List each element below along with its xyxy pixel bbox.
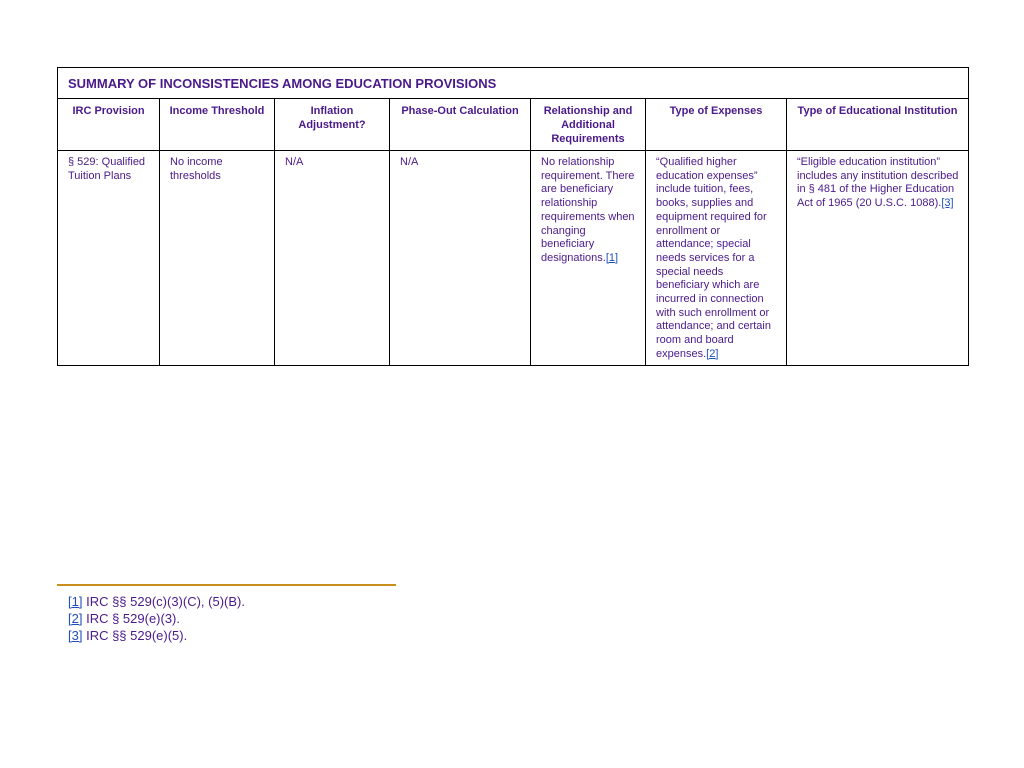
footnote-link-3[interactable]: [3]	[941, 197, 954, 210]
footnote-link-2[interactable]: [2]	[706, 347, 719, 360]
footnote-1	[68, 593, 245, 610]
header-phase-out-calculation: Phase-Out Calculation	[390, 99, 531, 151]
cell-income-threshold: No income thresholds	[160, 151, 275, 366]
header-type-of-expenses: Type of Expenses	[646, 99, 787, 151]
institution-text: “Eligible education institution” includes any institution described in § 481 of the Higher Education Act of 1965 (20 U.S.C. 1088).	[797, 156, 959, 210]
summary-table	[57, 67, 969, 366]
summary-table-container	[57, 67, 968, 366]
header-inflation-adjustment: Inflation Adjustment?	[275, 99, 390, 151]
header-type-of-institution: Type of Educational Institution	[787, 99, 969, 151]
footnote-link-1[interactable]: [1]	[605, 251, 619, 264]
cell-inflation-adjustment: N/A	[275, 151, 390, 366]
footnote-text-3: IRC §§ 529(e)(5).	[82, 628, 188, 643]
cell-irc-provision: § 529: Qualified Tuition Plans	[58, 151, 160, 366]
expenses-text: “Qualified higher education expenses” include tuition, fees, books, supplies and equipment required for enrollment or attendance; special needs services for a special needs beneficiary which are incurred in connection with such enrollment or attendance; and certain room and board expenses.	[656, 156, 771, 360]
header-row	[58, 99, 969, 151]
relationship-text: No relationship requirement. There are beneficiary relationship requirements when changing beneficiary designations.	[541, 156, 635, 264]
footnote-ref-3[interactable]: [3]	[68, 628, 83, 643]
footnote-divider	[57, 584, 396, 586]
footnote-ref-1[interactable]: [1]	[68, 594, 83, 609]
table-row	[58, 151, 969, 366]
header-income-threshold: Income Threshold	[160, 99, 275, 151]
footnote-2	[68, 610, 245, 627]
cell-institution	[787, 151, 969, 366]
footnotes	[68, 593, 245, 644]
footnote-text-2: IRC § 529(e)(3).	[82, 611, 181, 626]
header-relationship-requirements: Relationship and Additional Requirements	[531, 99, 646, 151]
footnote-3	[68, 627, 245, 644]
header-irc-provision: IRC Provision	[58, 99, 160, 151]
footnote-ref-2[interactable]: [2]	[68, 611, 83, 626]
cell-phase-out: N/A	[390, 151, 531, 366]
cell-relationship	[531, 151, 646, 366]
footnote-text-1: IRC §§ 529(c)(3)(C), (5)(B).	[82, 594, 245, 609]
table-title: SUMMARY OF INCONSISTENCIES AMONG EDUCATION PROVISIONS	[58, 68, 969, 99]
cell-expenses	[646, 151, 787, 366]
